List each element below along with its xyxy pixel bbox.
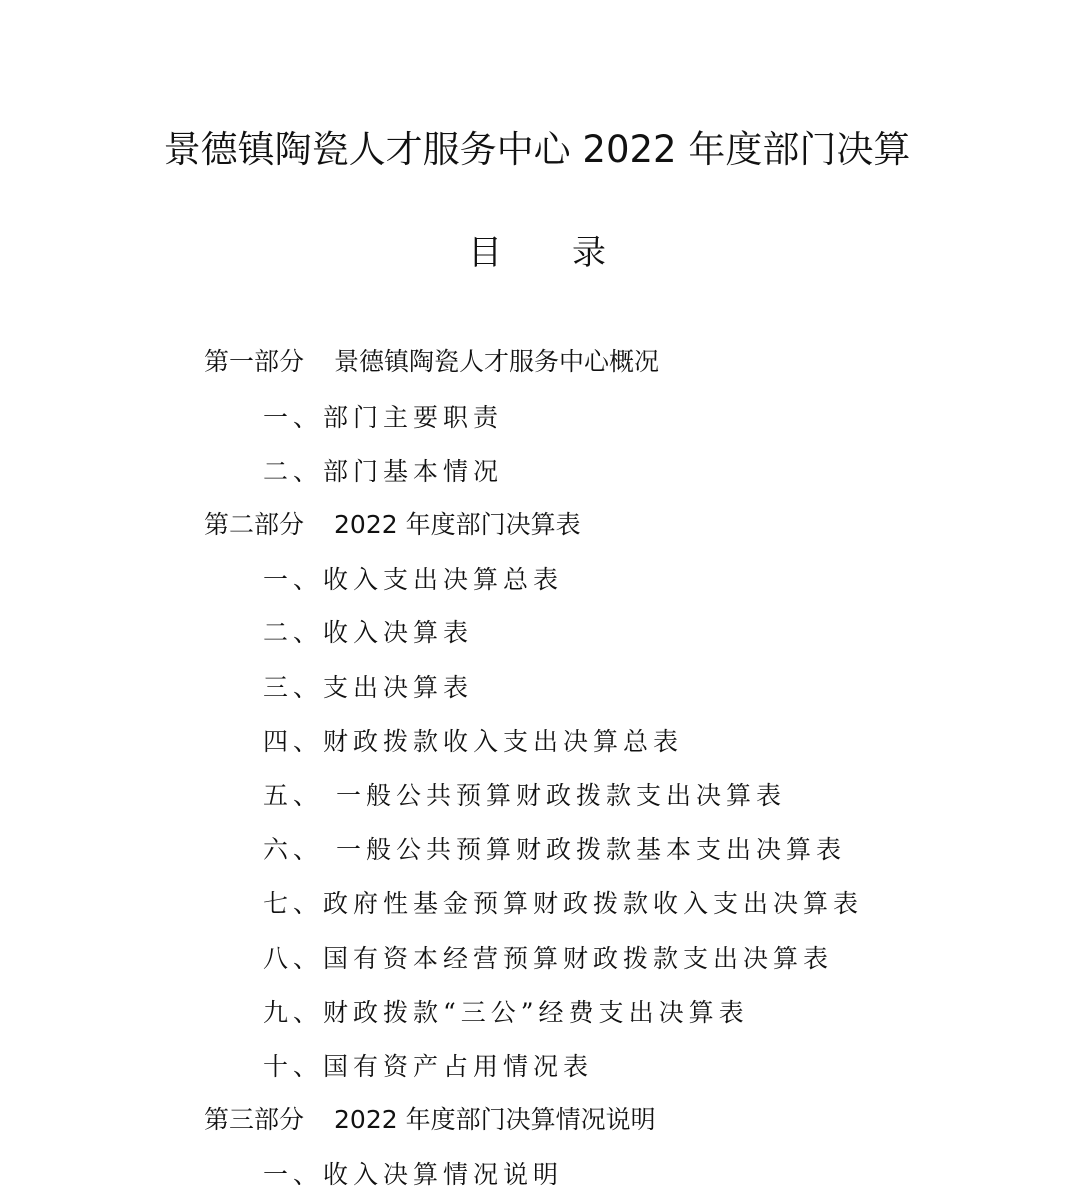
toc-item[interactable]: 八、国有资本经营预算财政拨款支出决算表 [263, 944, 834, 973]
toc-part-1-title: 景德镇陶瓷人才服务中心概况 [334, 347, 660, 376]
toc-item[interactable]: 三、支出决算表 [263, 673, 474, 702]
toc-part-1[interactable] [204, 344, 659, 380]
toc-part-3[interactable] [204, 1102, 656, 1138]
toc-item[interactable]: 九、财政拨款“三公”经费支出决算表 [263, 998, 749, 1027]
toc-heading-char-2: 录 [572, 233, 606, 273]
toc-item[interactable]: 二、收入决算表 [263, 618, 474, 647]
toc-item[interactable]: 一、收入决算情况说明 [263, 1160, 564, 1189]
toc-item[interactable]: 二、部门基本情况 [263, 457, 504, 486]
toc-part-1-label: 第一部分 [204, 347, 305, 376]
document-title: 景德镇陶瓷人才服务中心 2022 年度部门决算 [163, 128, 911, 171]
toc-part-2-label: 第二部分 [204, 510, 305, 539]
toc-item[interactable]: 四、财政拨款收入支出决算总表 [263, 727, 684, 756]
toc-part-2-title: 2022 年度部门决算表 [334, 510, 581, 539]
toc-item[interactable]: 一、收入支出决算总表 [263, 565, 564, 594]
toc-part-2[interactable] [204, 507, 581, 543]
toc-item[interactable]: 十、国有资产占用情况表 [263, 1052, 594, 1081]
toc-heading-char-1: 目 [468, 233, 502, 273]
toc-item[interactable]: 七、政府性基金预算财政拨款收入支出决算表 [263, 889, 864, 918]
toc-part-3-label: 第三部分 [204, 1105, 305, 1134]
toc-item[interactable]: 六、 一般公共预算财政拨款基本支出决算表 [263, 835, 846, 864]
toc-item[interactable]: 一、部门主要职责 [263, 403, 504, 432]
toc-item[interactable]: 五、 一般公共预算财政拨款支出决算表 [263, 781, 786, 810]
toc-part-3-title: 2022 年度部门决算情况说明 [334, 1105, 656, 1134]
